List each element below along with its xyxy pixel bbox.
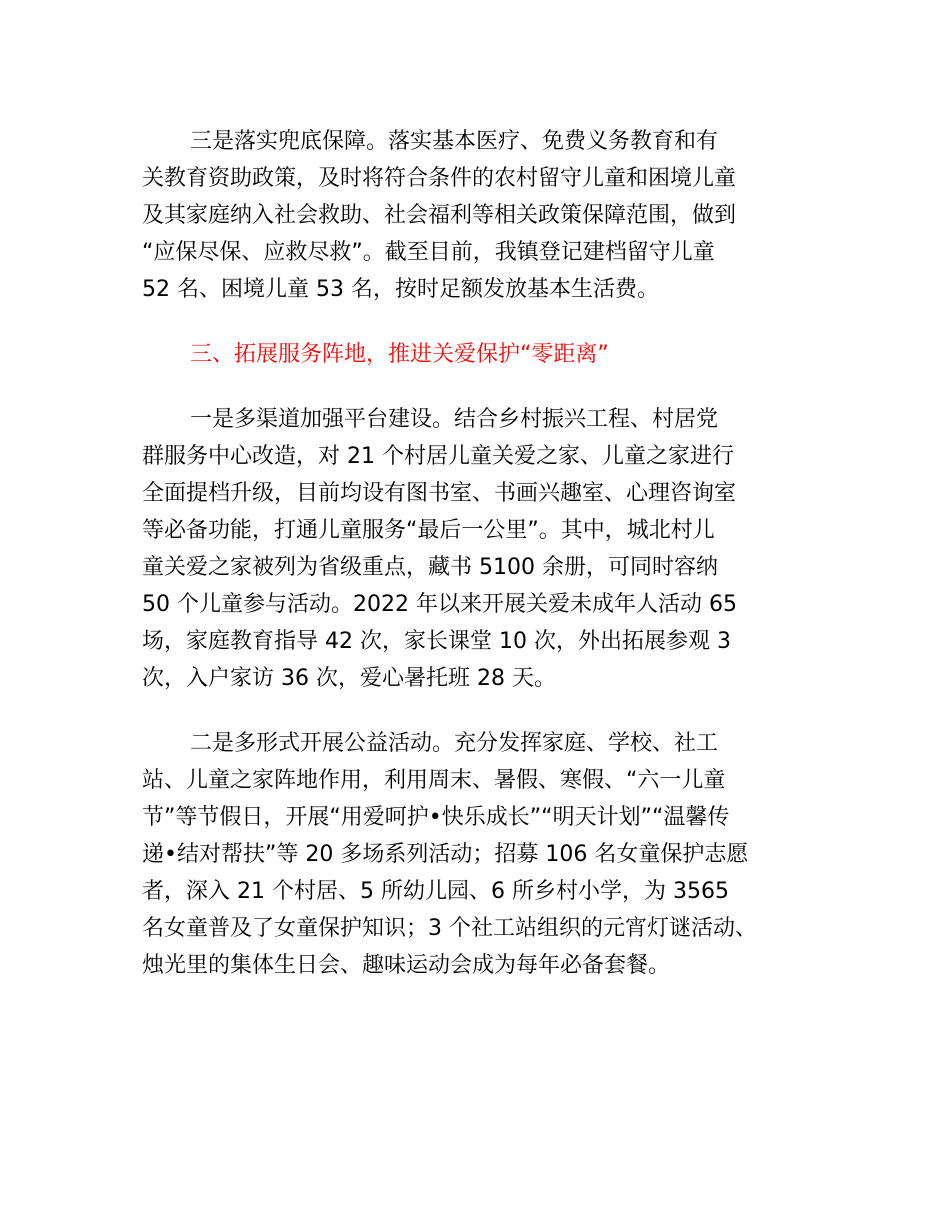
text-line: 站、儿童之家阵地作用，利用周末、暑假、寒假、“六一儿童	[142, 768, 726, 793]
text-line: 烛光里的集体生日会、趣味运动会成为每年必备套餐。	[142, 953, 671, 978]
text-line: 52 名、困境儿童 53 名，按时足额发放基本生活费。	[142, 277, 659, 302]
text-line: 者，深入 21 个村居、5 所幼儿园、6 所乡村小学，为 3565	[142, 879, 729, 904]
text-line: 名女童普及了女童保护知识；3 个社工站组织的元宵灯谜活动、	[142, 916, 757, 941]
text-line: 节”等节假日，开展“用爱呵护•快乐成长”“明天计划”“温馨传	[142, 805, 730, 830]
text-line: 递•结对帮扶”等 20 多场系列活动；招募 106 名女童保护志愿	[142, 842, 749, 867]
text-line: 等必备功能，打通儿童服务“最后一公里”。其中，城北村儿	[142, 518, 715, 543]
paragraph-platform-building	[142, 401, 822, 697]
paragraph-public-activities	[142, 725, 822, 984]
paragraph-safety-net	[142, 123, 822, 308]
text-line: 全面提档升级，目前均设有图书室、书画兴趣室、心理咨询室	[142, 481, 737, 506]
text-line: 群服务中心改造，对 21 个村居儿童关爱之家、儿童之家进行	[142, 444, 734, 469]
text-line: 二是多形式开展公益活动。充分发挥家庭、学校、社工	[190, 731, 719, 756]
text-line: “应保尽保、应救尽救”。截至目前，我镇登记建档留守儿童	[142, 240, 715, 265]
text-line: 50 个儿童参与活动。2022 年以来开展关爱未成年人活动 65	[142, 592, 737, 617]
text-line: 次，入户家访 36 次，爱心暑托班 28 天。	[142, 666, 556, 691]
section-heading	[142, 336, 822, 373]
text-line: 三是落实兜底保障。落实基本医疗、免费义务教育和有	[190, 129, 719, 154]
text-line: 关教育资助政策，及时将符合条件的农村留守儿童和困境儿童	[142, 166, 737, 191]
text-line: 童关爱之家被列为省级重点，藏书 5100 余册，可同时容纳	[142, 555, 718, 580]
text-line: 及其家庭纳入社会救助、社会福利等相关政策保障范围，做到	[142, 203, 737, 228]
text-line: 一是多渠道加强平台建设。结合乡村振兴工程、村居党	[190, 407, 719, 432]
text-line: 场，家庭教育指导 42 次，家长课堂 10 次，外出拓展参观 3	[142, 629, 731, 654]
section-heading-text: 三、拓展服务阵地，推进关爱保护“零距离”	[190, 342, 609, 367]
document-body	[142, 123, 822, 1012]
